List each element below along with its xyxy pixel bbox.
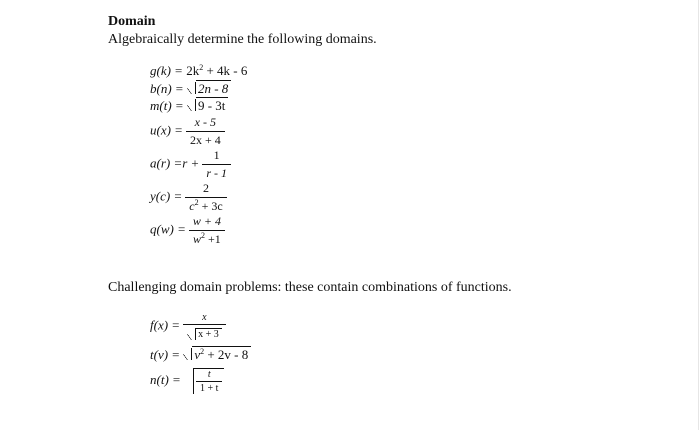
eq-f-den-radicand: x + 3 [196,328,222,340]
eq-g-rhs-post: + 4k - 6 [203,63,248,78]
eq-q-den-pre: w [193,232,202,246]
eq-f-lhs: f(x) = [150,317,181,333]
eq-b-lhs: b(n) = [150,81,187,96]
eq-u-denominator: 2x + 4 [186,131,225,148]
equation-a [150,148,231,181]
sqrt-icon [187,80,231,97]
eq-n-denominator: 1 + t [196,381,222,394]
eq-y-denominator [185,197,226,214]
eq-n-numerator: t [207,369,211,380]
eq-t-rad-post: + 2v - 8 [204,347,249,362]
eq-a-denominator: r - 1 [202,164,231,181]
equation-q [150,214,225,247]
eq-q-den-sup: 2 [201,231,206,240]
equation-u [150,115,225,148]
eq-u-lhs: u(x) = [150,122,183,138]
eq-t-rad-pre: v [194,347,201,362]
eq-y-den-post: + 3c [198,199,223,213]
eq-y-den-sup: 2 [194,198,199,207]
challenge-heading: Challenging domain problems: these contain combinations of functions. [108,280,512,295]
eq-u-numerator: x - 5 [194,115,216,129]
section-title: Domain [108,14,156,29]
eq-g-rhs-pre: 2k [186,63,200,78]
eq-q-lhs: q(w) = [150,221,186,237]
eq-a-numerator: 1 [213,148,220,162]
eq-q-den-post: +1 [205,232,221,246]
eq-q-fraction [189,214,225,247]
equation-m [150,97,228,114]
eq-n-fraction [196,369,222,394]
equation-n [150,368,224,394]
eq-n-radicand [194,368,224,394]
eq-g-sup: 2 [199,63,204,72]
eq-y-fraction [185,181,226,214]
eq-y-lhs: y(c) = [150,188,183,204]
eq-t-rad-sup: 2 [200,347,205,356]
eq-q-denominator [189,230,225,247]
eq-m-lhs: m(t) = [150,98,187,113]
sqrt-icon [187,326,222,341]
equation-y [150,181,227,214]
eq-a-lhs: a(r) =r + [150,155,200,171]
equation-t [150,346,251,363]
eq-u-fraction [186,115,225,148]
eq-f-fraction [183,312,226,341]
eq-y-numerator: 2 [202,181,209,195]
equation-b [150,80,231,97]
eq-g-lhs: g(k) = [150,63,187,78]
eq-q-numerator: w + 4 [192,214,221,228]
eq-t-lhs: t(v) = [150,347,184,362]
eq-b-radicand: 2n - 8 [196,80,231,97]
eq-t-radicand [192,346,251,363]
equation-g [150,63,247,79]
sqrt-icon [183,346,251,363]
eq-f-denominator [183,324,226,341]
equation-f [150,312,226,341]
eq-m-radicand: 9 - 3t [196,97,228,114]
eq-f-numerator: x [202,312,207,323]
sqrt-icon [184,368,224,394]
eq-a-fraction [202,148,231,181]
eq-n-lhs: n(t) = [150,371,185,387]
eq-y-den-pre: c [189,199,195,213]
sqrt-icon [187,97,228,114]
instructions: Algebraically determine the following domains. [108,32,377,47]
